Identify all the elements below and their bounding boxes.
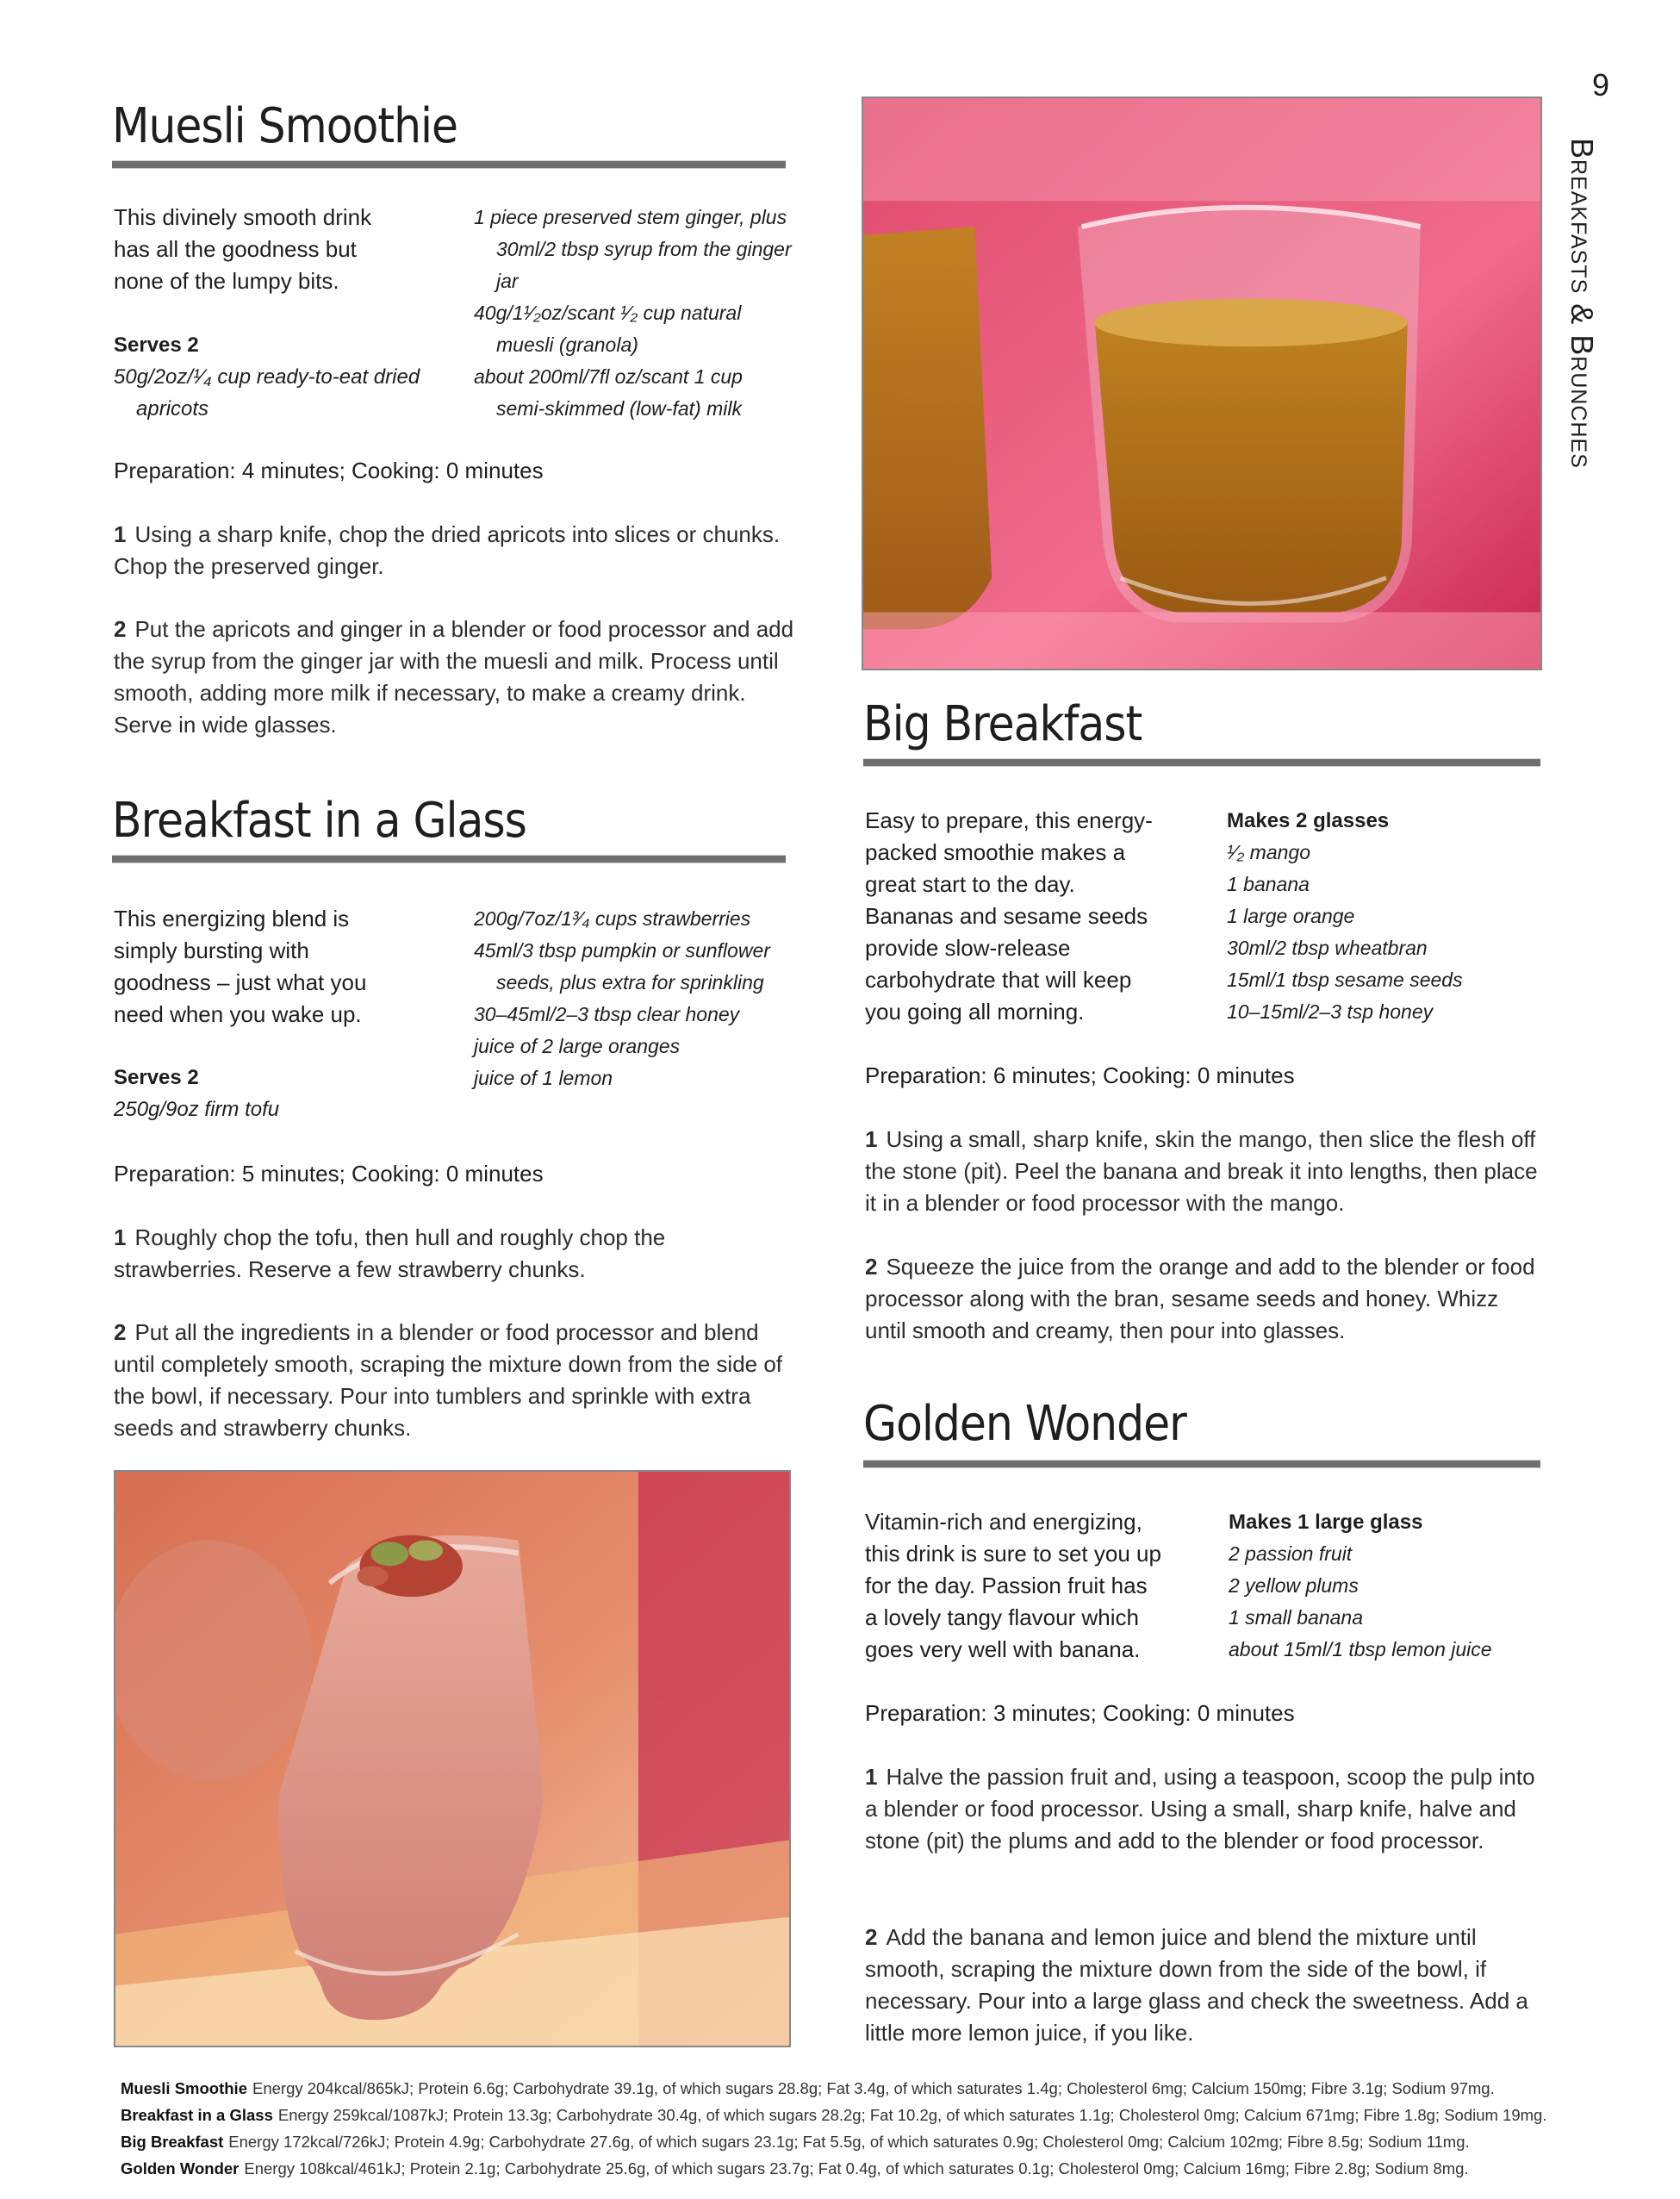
ingredient-list bbox=[114, 1093, 458, 1125]
nutrition-line bbox=[121, 2128, 1534, 2155]
ingredient-item: 40g/1¹⁄₂oz/scant ¹⁄₂ cup natural muesli (granola) bbox=[474, 302, 742, 356]
nutrition-recipe-name: Breakfast in a Glass bbox=[121, 2106, 273, 2124]
method-step-2 bbox=[114, 614, 794, 741]
ingredient-item: 2 passion fruit bbox=[1229, 1542, 1353, 1565]
ingredient-item: 200g/7oz/1³⁄₄ cups strawberries bbox=[474, 907, 751, 930]
step-number: 1 bbox=[865, 1126, 878, 1152]
page-number: 9 bbox=[1591, 67, 1610, 103]
method-step-2 bbox=[865, 1251, 1546, 1347]
nutrition-recipe-name: Muesli Smoothie bbox=[121, 2079, 247, 2097]
ingredient-items bbox=[1229, 1538, 1539, 1666]
ingredient-item: 15ml/1 tbsp sesame seeds bbox=[1227, 969, 1463, 991]
recipe-title-golden-wonder: Golden Wonder bbox=[863, 1396, 1186, 1452]
step-text: Halve the passion fruit and, using a teaspoon, scoop the pulp into a blender or food processor. Using a small, sharp knife, halve and stone (pit) the plums and add to the blender or food processor. bbox=[865, 1764, 1535, 1853]
photo-illustration bbox=[115, 1472, 789, 2046]
method-step-1 bbox=[114, 519, 794, 582]
serves-heading: Serves 2 bbox=[114, 333, 199, 357]
ingredient-item: about 15ml/1 tbsp lemon juice bbox=[1229, 1638, 1492, 1660]
intro-line: this drink is sure to set you up bbox=[865, 1541, 1161, 1567]
ingredient-item: about 200ml/7fl oz/scant 1 cup semi-skimmed (low-fat) milk bbox=[474, 365, 743, 420]
step-number: 2 bbox=[865, 1924, 878, 1950]
prep-time: Preparation: 3 minutes; Cooking: 0 minutes bbox=[865, 1700, 1295, 1726]
intro-line: Easy to prepare, this energy- bbox=[865, 807, 1153, 833]
ingredient-list bbox=[474, 202, 793, 425]
nutrition-recipe-name: Golden Wonder bbox=[121, 2159, 240, 2177]
serves-block bbox=[114, 1062, 458, 1125]
step-text: Put the apricots and ginger in a blender or food processor and add the syrup from the ginger jar with the muesli and milk. Process until smooth, adding more milk if necessary, to make a creamy drink. Serve in wide glasses. bbox=[114, 616, 794, 738]
intro-line: you going all morning. bbox=[865, 999, 1085, 1025]
step-number: 1 bbox=[114, 521, 127, 547]
step-number: 1 bbox=[114, 1224, 127, 1250]
photo-big-breakfast bbox=[862, 97, 1542, 670]
recipe-title-muesli-smoothie: Muesli Smoothie bbox=[112, 98, 458, 154]
photo-illustration bbox=[863, 98, 1540, 669]
intro-line: goes very well with banana. bbox=[865, 1636, 1141, 1662]
prep-time: Preparation: 4 minutes; Cooking: 0 minutes bbox=[114, 458, 544, 483]
intro-line: provide slow-release bbox=[865, 935, 1071, 961]
recipe-title-breakfast-in-a-glass: Breakfast in a Glass bbox=[112, 793, 526, 849]
title-rule bbox=[863, 758, 1540, 767]
nutrition-footer bbox=[121, 2075, 1547, 2182]
recipe-title-big-breakfast: Big Breakfast bbox=[863, 696, 1142, 752]
intro-line: packed smoothie makes a bbox=[865, 839, 1126, 865]
method-step-2 bbox=[114, 1317, 803, 1444]
nutrition-values: Energy 204kcal/865kJ; Protein 6.6g; Carbohydrate 39.1g, of which sugars 28.8g; Fat 3.4g, of which saturates 1.4g; Cholesterol 6mg; Calcium 150mg; Fibre 3.1g; Sodium 97mg. bbox=[252, 2079, 1495, 2097]
nutrition-line bbox=[121, 2075, 1534, 2102]
recipe-intro bbox=[865, 805, 1227, 1028]
intro-line: great start to the day. bbox=[865, 871, 1075, 897]
ingredient-item: juice of 1 lemon bbox=[474, 1067, 613, 1089]
ingredient-item: 1 small banana bbox=[1229, 1606, 1363, 1629]
ingredient-item: 1 banana bbox=[1227, 873, 1310, 895]
makes-heading: Makes 1 large glass bbox=[1229, 1511, 1423, 1534]
method-step-1 bbox=[865, 1761, 1546, 1857]
step-number: 2 bbox=[114, 1319, 127, 1345]
method-step-2 bbox=[865, 1922, 1546, 2049]
intro-line: This energizing blend is bbox=[114, 906, 350, 931]
nutrition-line bbox=[121, 2102, 1547, 2128]
method-step-1 bbox=[865, 1124, 1546, 1219]
ingredient-items bbox=[1227, 837, 1537, 1028]
intro-line: carbohydrate that will keep bbox=[865, 967, 1132, 993]
intro-line: for the day. Passion fruit has bbox=[865, 1573, 1148, 1598]
intro-line: none of the lumpy bits. bbox=[114, 268, 339, 294]
intro-line: Bananas and sesame seeds bbox=[865, 903, 1148, 929]
step-text: Put all the ingredients in a blender or food processor and blend until completely smooth, scraping the mixture down from the side of the bowl, if necessary. Pour into tumblers and sprinkle with extra seeds and strawberry chunks. bbox=[114, 1319, 783, 1441]
title-rule bbox=[863, 1460, 1540, 1468]
intro-line: a lovely tangy flavour which bbox=[865, 1604, 1139, 1630]
nutrition-values: Energy 108kcal/461kJ; Protein 2.1g; Carbohydrate 25.6g, of which sugars 23.7g; Fat 0.4g, of which saturates 0.1g; Cholesterol 0mg; Calcium 16mg; Fibre 2.8g; Sodium 8mg. bbox=[244, 2159, 1469, 2177]
intro-line: simply bursting with bbox=[114, 938, 309, 963]
serves-block bbox=[114, 329, 458, 425]
method-step-1 bbox=[114, 1222, 794, 1286]
intro-line: Vitamin-rich and energizing, bbox=[865, 1509, 1142, 1535]
step-text: Roughly chop the tofu, then hull and roughly chop the strawberries. Reserve a few strawberry chunks. bbox=[114, 1224, 666, 1282]
photo-breakfast-in-a-glass bbox=[114, 1470, 791, 2047]
step-text: Add the banana and lemon juice and blend the mixture until smooth, scraping the mixture down from the side of the bowl, if necessary. Pour into a large glass and check the sweetness. Add a little more lemon juice, if you like. bbox=[865, 1924, 1528, 2046]
nutrition-recipe-name: Big Breakfast bbox=[121, 2133, 224, 2151]
ingredient-item: 1 piece preserved stem ginger, plus 30ml/2 tbsp syrup from the ginger jar bbox=[474, 206, 792, 292]
step-number: 1 bbox=[865, 1764, 878, 1790]
title-rule bbox=[112, 160, 786, 169]
ingredient-item: 50g/2oz/¹⁄₄ cup ready-to-eat dried apricots bbox=[114, 365, 420, 420]
step-number: 2 bbox=[865, 1254, 878, 1280]
ingredient-item: juice of 2 large oranges bbox=[474, 1035, 681, 1057]
ingredient-list bbox=[474, 903, 793, 1094]
ingredient-item: 1 large orange bbox=[1227, 905, 1355, 927]
ingredient-item: 250g/9oz firm tofu bbox=[114, 1098, 280, 1121]
ingredient-item: ¹⁄₂ mango bbox=[1227, 841, 1310, 863]
recipe-intro bbox=[114, 202, 458, 297]
recipe-intro bbox=[865, 1506, 1227, 1666]
title-rule bbox=[112, 855, 786, 863]
intro-line: This divinely smooth drink bbox=[114, 204, 372, 230]
step-text: Using a sharp knife, chop the dried apricots into slices or chunks. Chop the preserved ginger. bbox=[114, 521, 781, 579]
recipe-intro bbox=[114, 903, 458, 1031]
prep-time: Preparation: 5 minutes; Cooking: 0 minutes bbox=[114, 1161, 544, 1187]
makes-heading: Makes 2 glasses bbox=[1227, 809, 1390, 832]
ingredient-item: 2 yellow plums bbox=[1229, 1574, 1359, 1597]
step-number: 2 bbox=[114, 616, 127, 642]
intro-line: has all the goodness but bbox=[114, 236, 357, 262]
section-label: Breakfasts & Brunches bbox=[1565, 138, 1600, 469]
ingredient-item: 30ml/2 tbsp wheatbran bbox=[1227, 937, 1428, 959]
intro-line: need when you wake up. bbox=[114, 1001, 362, 1027]
step-text: Using a small, sharp knife, skin the mango, then slice the flesh off the stone (pit). Peel the banana and break it into lengths, then place it in a blender or food processor with the mango. bbox=[865, 1126, 1538, 1216]
ingredient-list bbox=[1229, 1506, 1539, 1666]
ingredient-list bbox=[1227, 805, 1537, 1028]
prep-time: Preparation: 6 minutes; Cooking: 0 minutes bbox=[865, 1062, 1295, 1088]
ingredient-item: 45ml/3 tbsp pumpkin or sunflower seeds, plus extra for sprinkling bbox=[474, 939, 770, 994]
intro-line: goodness – just what you bbox=[114, 969, 367, 995]
ingredient-item: 10–15ml/2–3 tsp honey bbox=[1227, 1000, 1434, 1023]
ingredient-list bbox=[114, 361, 458, 425]
step-text: Squeeze the juice from the orange and add to the blender or food processor along with the bran, sesame seeds and honey. Whizz until smooth and creamy, then pour into glasses. bbox=[865, 1254, 1535, 1343]
serves-heading: Serves 2 bbox=[114, 1066, 199, 1089]
nutrition-values: Energy 172kcal/726kJ; Protein 4.9g; Carbohydrate 27.6g, of which sugars 23.1g; Fat 5.5g, of which saturates 0.9g; Cholesterol 0mg; Calcium 102mg; Fibre 8.5g; Sodium 11mg. bbox=[228, 2133, 1470, 2151]
ingredient-item: 30–45ml/2–3 tbsp clear honey bbox=[474, 1003, 740, 1025]
nutrition-values: Energy 259kcal/1087kJ; Protein 13.3g; Carbohydrate 30.4g, of which sugars 28.2g; Fat 10.2g, of which saturates 1.1g; Cholesterol 0mg; Calcium 671mg; Fibre 1.8g; Sodium 19mg. bbox=[277, 2106, 1547, 2124]
nutrition-line bbox=[121, 2155, 1534, 2182]
